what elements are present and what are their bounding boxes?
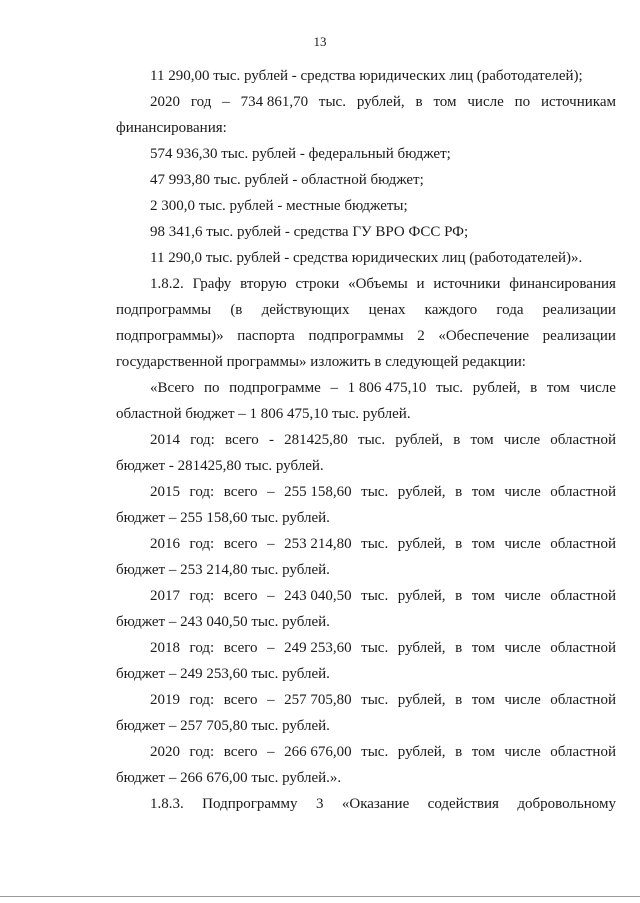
word: тыс. [358,432,386,448]
word: числе [504,640,541,656]
justified-line [116,479,616,505]
text-line: 11 290,0 тыс. рублей - средства юридических лиц (работодателей)». [150,250,583,266]
word: областной [550,640,616,656]
word: (в [230,302,243,318]
word: числе [504,536,541,552]
word: том [471,692,495,708]
word: том [471,744,495,760]
text-line: бюджет – 253 214,80 тыс. рублей. [116,562,330,578]
text-line: бюджет – 243 040,50 тыс. рублей. [116,614,330,630]
justified-line [116,687,616,713]
word: 266 676,00 [284,744,352,760]
word: рублей, [356,94,405,110]
text-line: областной бюджет – 1 806 475,10 тыс. рублей. [116,406,411,422]
word: 249 253,60 [284,640,352,656]
word: в [453,432,461,448]
word: - [268,432,274,448]
word: финансирования [509,276,616,292]
word: тыс. [361,484,389,500]
justified-line [116,635,616,661]
word: реализации [542,328,616,344]
word: 2016 [150,536,180,552]
word: – [267,536,275,552]
word: – [330,380,338,396]
word: тыс. [361,744,389,760]
word: рублей, [472,380,521,396]
word: содействия [427,796,499,812]
word: рублей, [397,588,446,604]
word: 734 861,70 [240,94,309,110]
text-line: бюджет – 266 676,00 тыс. рублей.». [116,770,342,786]
word: – [222,94,230,110]
word: 2015 [150,484,180,500]
word: источникам [541,94,616,110]
word: всего [223,536,258,552]
word: и [416,276,425,292]
word: – [267,692,275,708]
word: год: [189,640,215,656]
word: – [267,588,275,604]
word: по [514,94,531,110]
word: тыс. [361,536,389,552]
word: всего [223,588,258,604]
word: 257 705,80 [284,692,352,708]
word: в [530,380,538,396]
word: рублей, [397,536,446,552]
text-line: бюджет – 257 705,80 тыс. рублей. [116,718,330,734]
text-line: 574 936,30 тыс. рублей - федеральный бюджет; [150,146,451,162]
text-line: бюджет – 249 253,60 тыс. рублей. [116,666,330,682]
word: года [496,302,524,318]
word: рублей, [397,640,446,656]
word: числе [504,484,541,500]
justified-line [116,271,616,297]
word: числе [579,380,616,396]
text-line: 11 290,00 тыс. рублей - средства юридических лиц (работодателей); [150,68,583,84]
word: паспорта [237,328,295,344]
word: том [470,432,494,448]
word: Подпрограмму [202,796,298,812]
word: – [267,744,275,760]
word: том [471,588,495,604]
word: год: [189,484,215,500]
word: тыс. [318,94,346,110]
word: рублей, [397,692,446,708]
page-bottom-rule [0,896,640,897]
word: по [203,380,220,396]
word: рублей, [395,432,444,448]
word: областной [550,744,616,760]
word: том [546,380,570,396]
word: подпрограмме [229,380,321,396]
word: том [471,640,495,656]
word: 2018 [150,640,180,656]
word: в [455,588,463,604]
word: год: [189,744,215,760]
word: областной [550,588,616,604]
word: всего [225,432,259,448]
word: 243 040,50 [284,588,352,604]
word: 253 214,80 [284,536,352,552]
word: подпрограммы [308,328,404,344]
word: всего [223,484,258,500]
page-number: 13 [313,34,327,49]
text-line: бюджет – 255 158,60 тыс. рублей. [116,510,330,526]
word: в [455,484,463,500]
word: 1 806 475,10 [347,380,427,396]
word: областной [550,692,616,708]
word: действующих [261,302,350,318]
word: в [455,744,463,760]
word: рублей, [397,744,446,760]
word: рублей, [397,484,446,500]
justified-line [116,739,616,765]
word: год [190,94,212,110]
word: 2019 [150,692,180,708]
text-line: государственной программы» изложить в следующей редакции: [116,354,526,370]
word: Графу [192,276,232,292]
word: 1.8.3. [150,796,184,812]
word: 2020 [150,744,180,760]
word: тыс. [361,588,389,604]
word: – [267,484,275,500]
word: «Обеспечение [438,328,530,344]
justified-line [116,375,616,401]
word: 1.8.2. [150,276,184,292]
word: в [455,692,463,708]
word: всего [223,744,258,760]
word: реализации [542,302,616,318]
word: в [455,536,463,552]
word: каждого [424,302,478,318]
document-body [116,63,616,817]
word: 281425,80 [284,432,348,448]
word: год: [189,692,215,708]
word: строки [295,276,340,292]
word: числе [504,744,541,760]
word: «Всего [150,380,195,396]
word: областной [550,484,616,500]
word: тыс. [361,640,389,656]
word: подпрограммы)» [116,328,224,344]
word: добровольному [517,796,616,812]
text-line: бюджет - 281425,80 тыс. рублей. [116,458,324,474]
word: вторую [240,276,287,292]
word: в [415,94,423,110]
word: год: [189,588,215,604]
justified-line [116,89,616,115]
word: числе [503,432,541,448]
word: 2 [417,328,425,344]
word: 2017 [150,588,180,604]
justified-line [116,297,616,323]
word: числе [504,588,541,604]
justified-line [116,531,616,557]
word: год: [190,432,215,448]
word: 3 [315,796,324,812]
word: областной [550,432,616,448]
justified-line [116,583,616,609]
word: 2014 [150,432,180,448]
text-line: 98 341,6 тыс. рублей - средства ГУ ВРО ФСС РФ; [150,224,469,240]
justified-line [116,323,616,349]
word: всего [223,692,258,708]
word: тыс. [361,692,389,708]
word: «Объемы [348,276,408,292]
word: год: [189,536,215,552]
word: 255 158,60 [284,484,352,500]
word: «Оказание [341,796,410,812]
word: 2020 [150,94,180,110]
word: подпрограммы [116,302,212,318]
text-line: 2 300,0 тыс. рублей - местные бюджеты; [150,198,408,214]
word: том [471,536,495,552]
text-line: финансирования: [116,120,227,136]
word: том [471,484,495,500]
word: том [433,94,457,110]
justified-line [116,427,616,453]
word: числе [467,94,504,110]
text-line: 47 993,80 тыс. рублей - областной бюджет; [150,172,424,188]
justified-line [116,791,616,817]
word: всего [223,640,258,656]
word: источники [433,276,501,292]
word: областной [550,536,616,552]
word: числе [504,692,541,708]
word: тыс. [436,380,464,396]
word: ценах [368,302,406,318]
word: – [267,640,275,656]
word: в [455,640,463,656]
